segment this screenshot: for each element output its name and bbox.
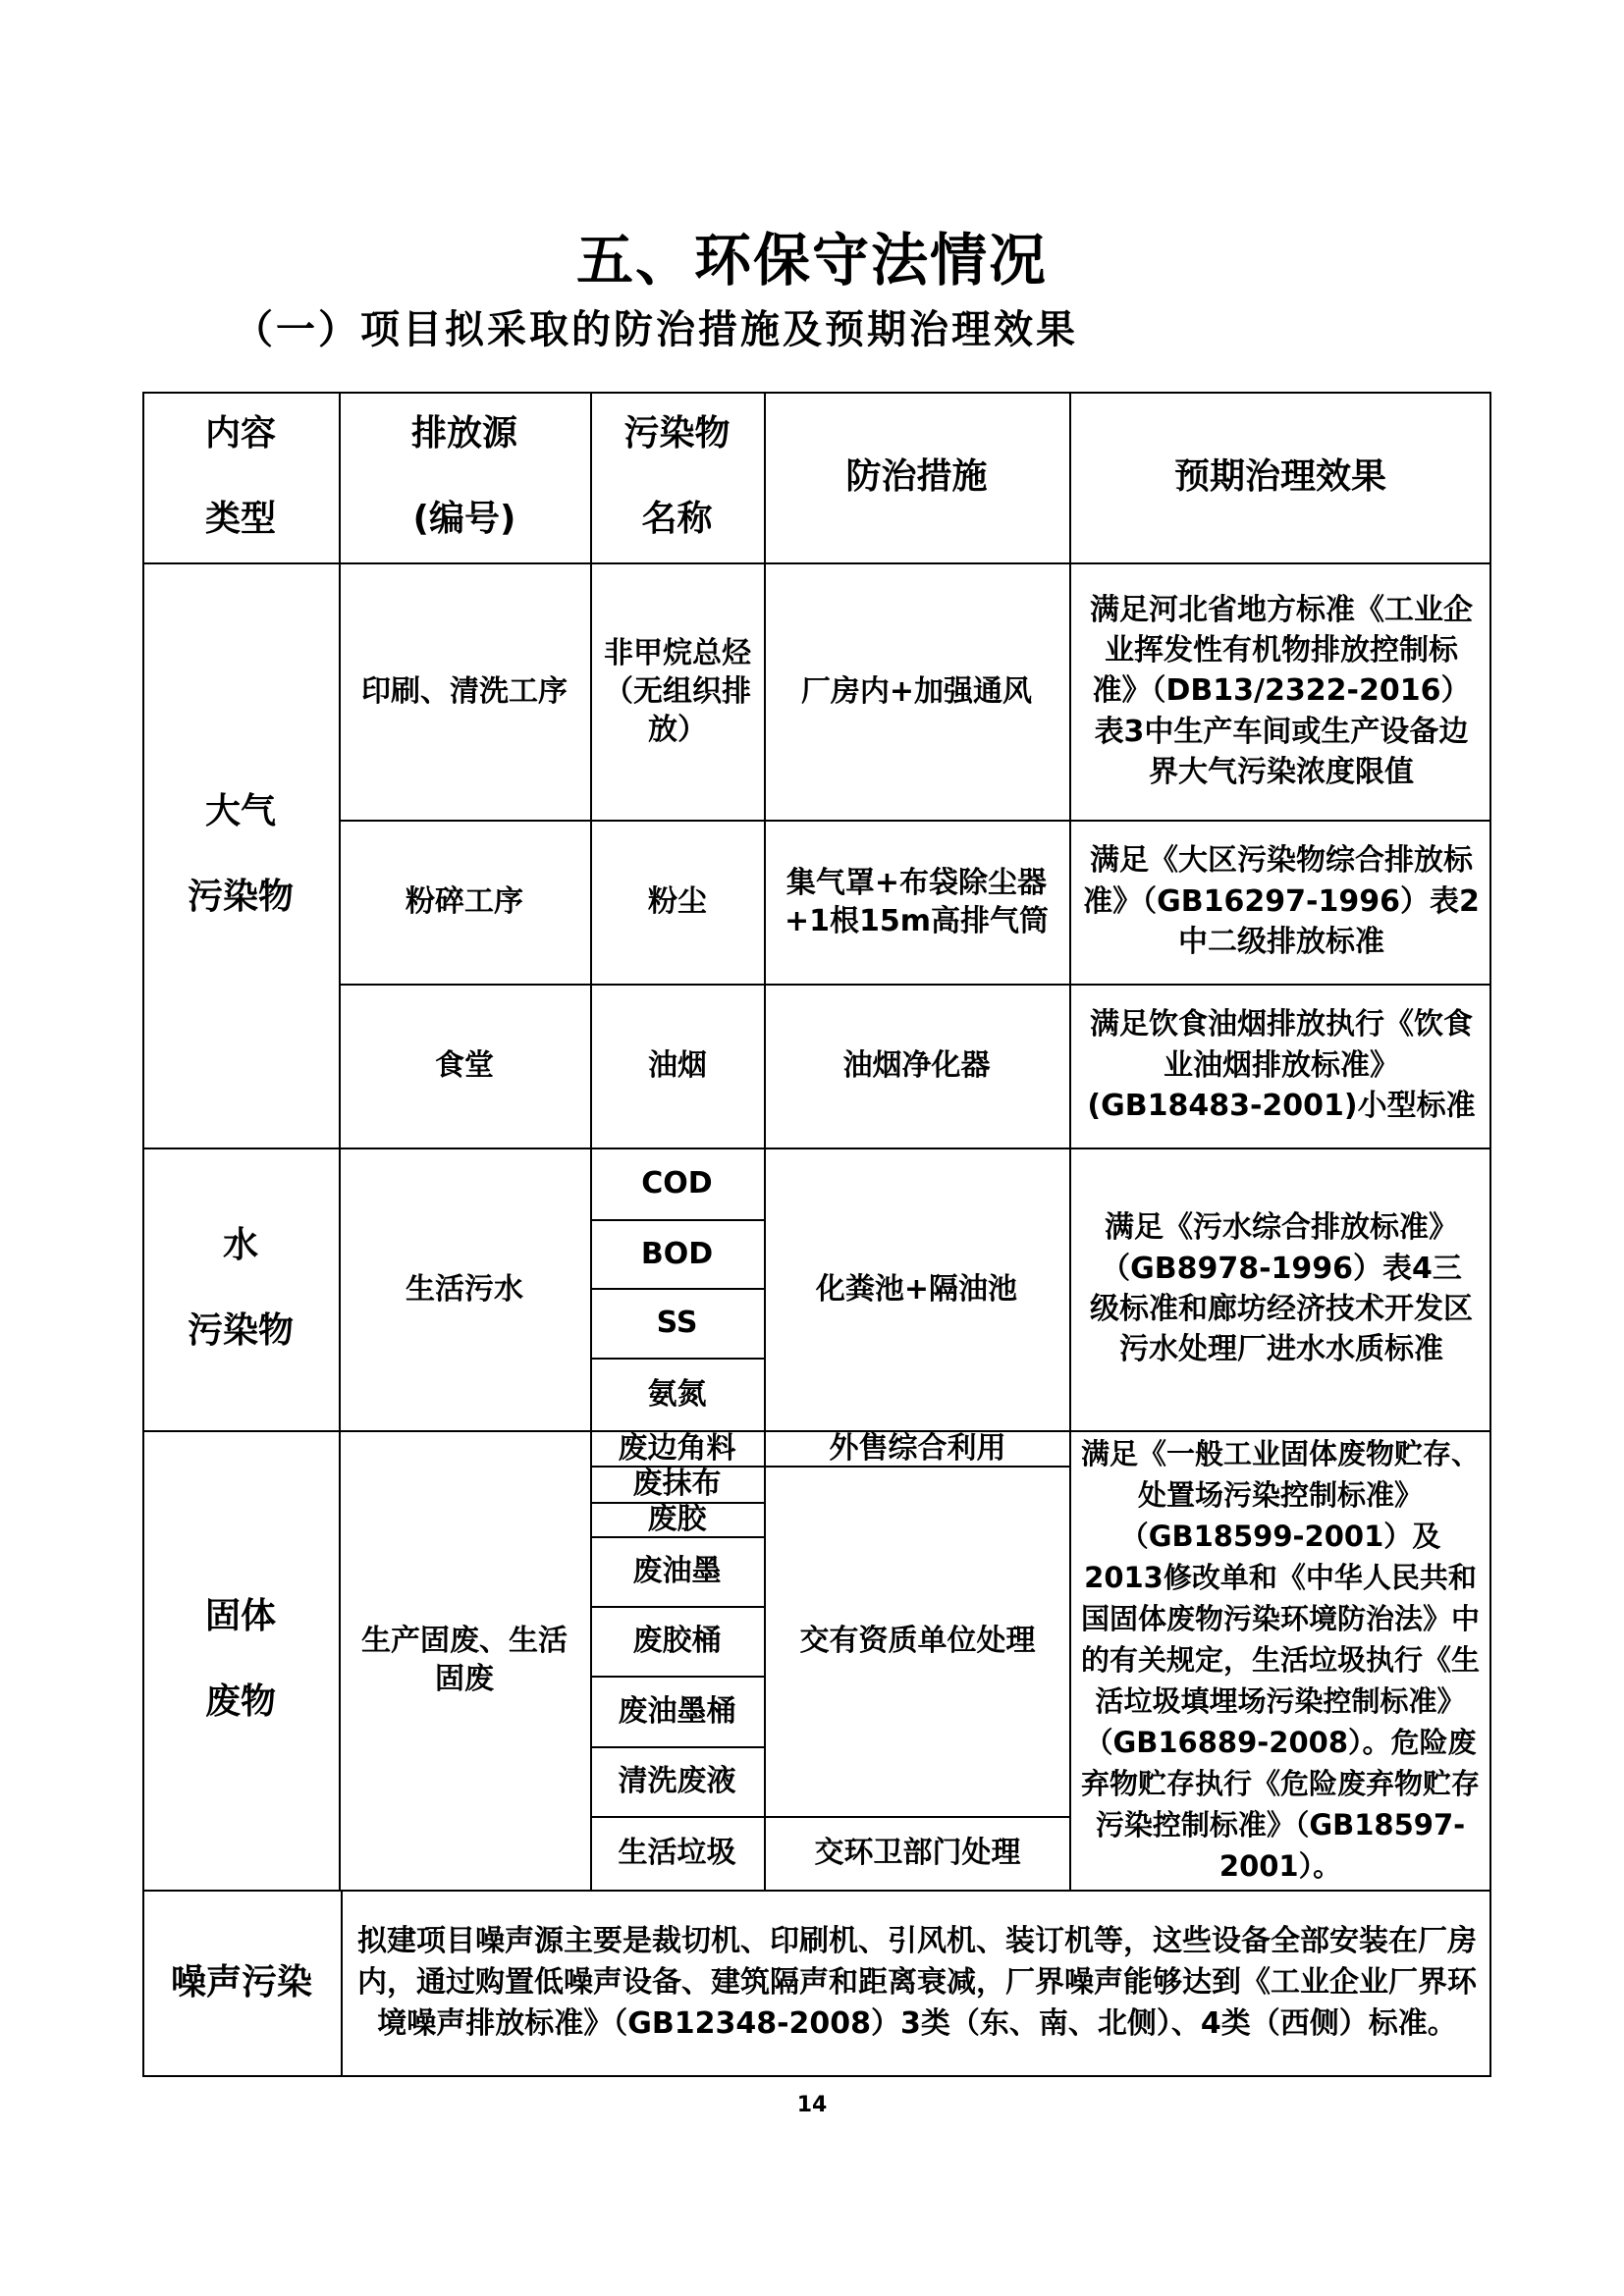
category-noise: 噪声污染 bbox=[170, 1961, 312, 2002]
noise-description: 拟建项目噪声源主要是裁切机、印刷机、引风机、装订机等，这些设备全部安装在厂房内，通过购置低噪声设备、建筑隔声和距离衰减，厂界噪声能够达到《工业企业厂界环境噪声排放标准》（GB12348-2008）3类（东、南、北侧）、4类（西侧）标准。 bbox=[357, 1924, 1477, 2041]
air-effect-3: 满足饮食油烟排放执行《饮食业油烟排放标准》(GB18483-2001)小型标准 bbox=[1087, 1007, 1476, 1124]
solid-pollutant-8: 生活垃圾 bbox=[618, 1836, 736, 1870]
solid-source: 生产固废、生活固废 bbox=[361, 1624, 568, 1696]
section-subtitle: （一）项目拟采取的防治措施及预期治理效果 bbox=[234, 307, 1078, 352]
air-effect-2: 满足《大区污染物综合排放标准》（GB16297-1996）表2中二级排放标准 bbox=[1083, 843, 1480, 960]
air-source-2: 粉碎工序 bbox=[406, 884, 523, 919]
header-source: 排放源 (编号) bbox=[410, 413, 517, 539]
air-effect-1: 满足河北省地方标准《工业企业挥发性有机物排放控制标准》（DB13/2322-2016）表3中生产车间或生产设备边界大气污染浓度限值 bbox=[1090, 592, 1473, 790]
category-air: 大气 污染物 bbox=[187, 791, 294, 917]
water-source: 生活污水 bbox=[406, 1271, 523, 1307]
solid-pollutant-2: 废抹布 bbox=[632, 1467, 722, 1501]
air-pollutant-3: 油烟 bbox=[648, 1048, 707, 1083]
solid-pollutant-1: 废边角料 bbox=[618, 1430, 736, 1466]
air-measure-3: 油烟净化器 bbox=[842, 1048, 991, 1083]
pollution-control-table bbox=[142, 392, 1491, 2077]
water-measure: 化粪池+隔油池 bbox=[815, 1271, 1018, 1307]
page-title: 五、环保守法情况 bbox=[575, 227, 1048, 294]
page-number: 14 bbox=[796, 2093, 828, 2117]
solid-effect: 满足《一般工业固体废物贮存、处置场污染控制标准》（GB18599-2001）及2013修改单和《中华人民共和国固体废物污染环境防治法》中的有关规定，生活垃圾执行《生活垃圾填埋场污染控制标准》（GB16889-2008）。危险废弃物贮存执行《危险废弃物贮存污染控制标准》（GB18597-2001）。 bbox=[1081, 1436, 1481, 1884]
solid-measure-sale: 外售综合利用 bbox=[829, 1430, 1006, 1466]
header-pollutant: 污染物 名称 bbox=[623, 413, 731, 539]
air-pollutant-2: 粉尘 bbox=[648, 884, 707, 919]
header-effect: 预期治理效果 bbox=[1173, 455, 1386, 497]
header-measures: 防治措施 bbox=[845, 455, 988, 497]
water-pollutant-bod: BOD bbox=[640, 1236, 714, 1271]
solid-pollutant-3: 废胶 bbox=[647, 1502, 707, 1536]
air-measure-2: 集气罩+布袋除尘器+1根15m高排气筒 bbox=[784, 865, 1050, 938]
category-solid: 固体 废物 bbox=[204, 1596, 276, 1722]
water-pollutant-ammonia: 氨氮 bbox=[647, 1376, 707, 1412]
header-type: 内容 类型 bbox=[204, 413, 276, 539]
water-pollutant-cod: COD bbox=[641, 1166, 713, 1201]
air-measure-1: 厂房内+加强通风 bbox=[800, 673, 1033, 709]
air-source-3: 食堂 bbox=[435, 1048, 494, 1083]
solid-measure-qualified: 交有资质单位处理 bbox=[799, 1624, 1036, 1658]
air-pollutant-1: 非甲烷总烃（无组织排放） bbox=[604, 635, 751, 747]
category-water: 水 污染物 bbox=[187, 1225, 294, 1351]
air-source-1: 印刷、清洗工序 bbox=[361, 673, 568, 709]
solid-pollutant-5: 废胶桶 bbox=[632, 1624, 722, 1658]
solid-pollutant-6: 废油墨桶 bbox=[618, 1693, 736, 1729]
solid-pollutant-7: 清洗废液 bbox=[618, 1764, 736, 1798]
water-pollutant-ss: SS bbox=[656, 1306, 698, 1340]
solid-measure-sanitation: 交环卫部门处理 bbox=[814, 1836, 1021, 1870]
solid-pollutant-4: 废油墨 bbox=[632, 1554, 722, 1588]
water-effect: 满足《污水综合排放标准》（GB8978-1996）表4三级标准和廊坊经济技术开发区污水处理厂进水水质标准 bbox=[1090, 1210, 1473, 1367]
